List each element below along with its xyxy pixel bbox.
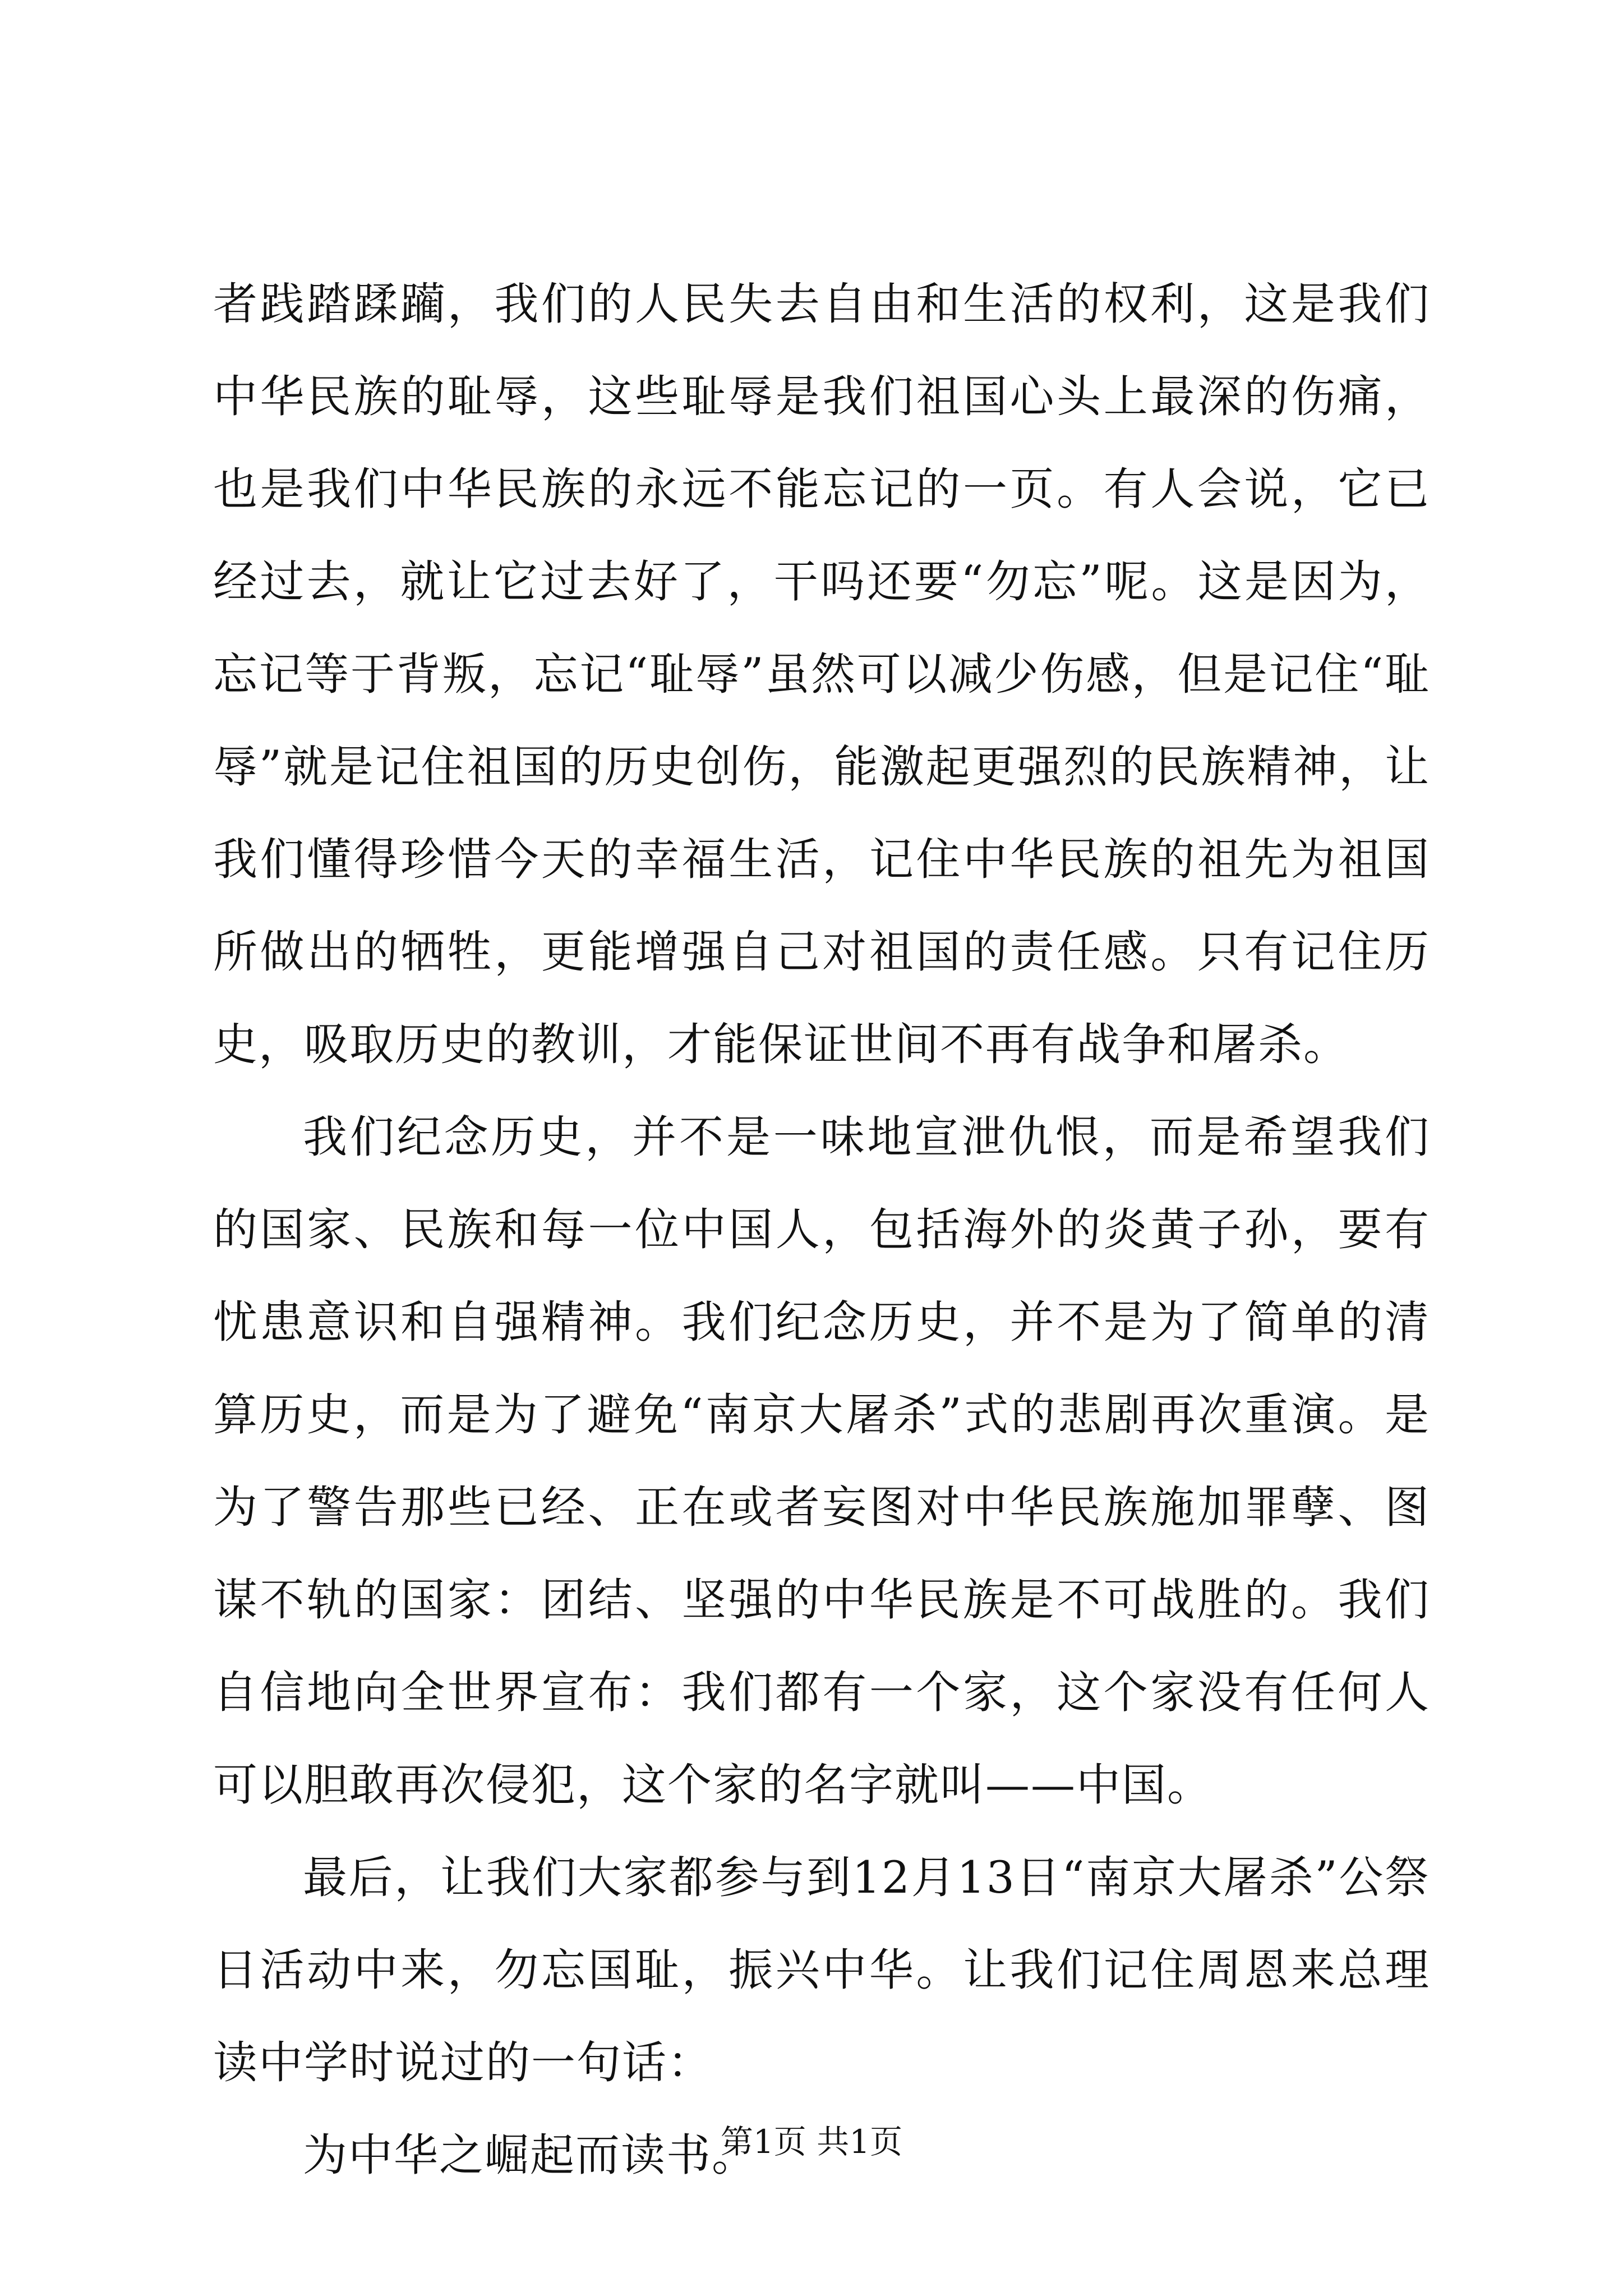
paragraph-3: 最后，让我们大家都参与到12月13日“南京大屠杀”公祭日活动中来，勿忘国耻，振兴中华。让我们记住周恩来总理读中学时说过的一句话： (213, 1852, 1430, 2088)
paragraph-4: 为中华之崛起而读书。 (303, 2129, 757, 2181)
page-number-footer: 第1页 共1页 (720, 2123, 903, 2161)
paragraph-1: 者践踏蹂躏，我们的人民失去自由和生活的权利，这是我们中华民族的耻辱，这些耻辱是我们祖国心头上最深的伤痛，也是我们中华民族的永远不能忘记的一页。有人会说，它已经过去，就让它过去好了，干吗还要“勿忘”呢。这是因为，忘记等于背叛，忘记“耻辱”虽然可以减少伤感，但是记住“耻辱”就是记住祖国的历史创伤，能激起更强烈的民族精神，让我们懂得珍惜今天的幸福生活，记住中华民族的祖先为祖国所做出的牺牲，更能增强自己对祖国的责任感。只有记住历史，吸取历史的教训，才能保证世间不再有战争和屠杀。 (213, 278, 1430, 1070)
paragraph-2: 我们纪念历史，并不是一味地宣泄仇恨，而是希望我们的国家、民族和每一位中国人，包括海外的炎黄子孙，要有忧患意识和自强精神。我们纪念历史，并不是为了简单的清算历史，而是为了避免“南京大屠杀”式的悲剧再次重演。是为了警告那些已经、正在或者妄图对中华民族施加罪孽、图谋不轨的国家：团结、坚强的中华民族是不可战胜的。我们自信地向全世界宣布：我们都有一个家，这个家没有任何人可以胆敢再次侵犯，这个家的名字就叫——中国。 (213, 1111, 1430, 1811)
document-body (213, 258, 1430, 2202)
